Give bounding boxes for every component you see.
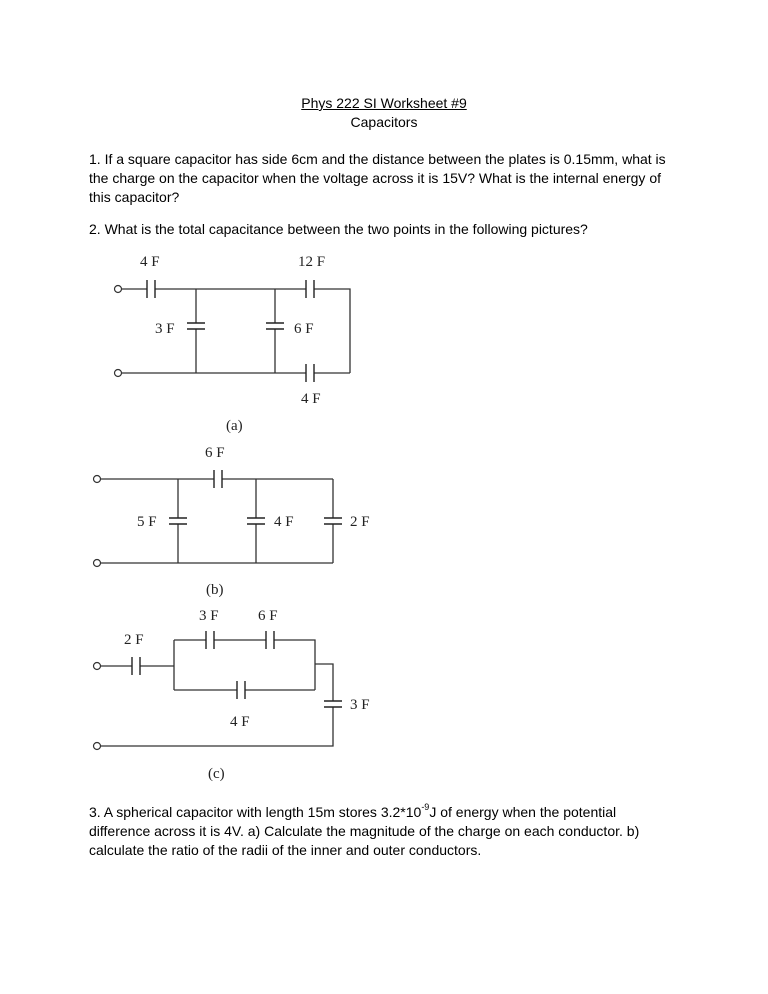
capacitor-3f: [187, 323, 205, 329]
label-2f: 2 F: [350, 514, 370, 530]
caption-a: (a): [226, 418, 243, 434]
question-3-exponent: -9: [421, 802, 430, 813]
circuit-c-terminal-bottom: [94, 743, 101, 750]
question-3-part-a: 3. A spherical capacitor with length 15m stores 3.2*10: [89, 804, 422, 820]
capacitor-6f: [266, 323, 284, 329]
capacitor-4f-top: [147, 280, 155, 298]
label-4f: 4 F: [230, 714, 250, 730]
question-3-part-b: J of energy when the potential difference across it is 4V. a) Calculate the magnitude of the charge on each conductor. b) calculate the ratio of the radii of the inner and outer conductors.: [89, 804, 640, 858]
label-4f-bottom: 4 F: [301, 391, 321, 407]
circuit-a-terminal-bottom: [115, 370, 122, 377]
circuit-a: [115, 254, 351, 434]
circuit-b: [94, 445, 370, 598]
question-1: 1. If a square capacitor has side 6cm and the distance between the plates is 0.15mm, what is the charge on the capacitor when the voltage across it is 15V? What is the internal energy of this capacitor?: [89, 151, 666, 205]
label-3f-upper: 3 F: [199, 608, 219, 624]
label-3f-right: 3 F: [350, 697, 370, 713]
worksheet-subtitle: Capacitors: [350, 114, 418, 130]
capacitor-4f: [247, 518, 265, 524]
capacitor-4f-bottom: [306, 364, 314, 382]
label-5f: 5 F: [137, 514, 157, 530]
label-12f: 12 F: [298, 254, 326, 270]
label-3f: 3 F: [155, 321, 175, 337]
capacitor-2f: [132, 657, 140, 675]
caption-b: (b): [206, 582, 224, 598]
capacitor-3f-right: [324, 701, 342, 707]
capacitor-6f-series: [214, 470, 222, 488]
circuit-c: [94, 608, 370, 782]
capacitor-12f: [306, 280, 314, 298]
caption-c: (c): [208, 766, 225, 782]
label-6f-series: 6 F: [205, 445, 225, 461]
circuit-c-terminal-top: [94, 663, 101, 670]
circuit-a-terminal-top: [115, 286, 122, 293]
capacitor-4f: [237, 681, 245, 699]
capacitor-5f: [169, 518, 187, 524]
circuit-b-terminal-bottom: [94, 560, 101, 567]
capacitor-2f: [324, 518, 342, 524]
label-6f: 6 F: [258, 608, 278, 624]
circuit-b-terminal-top: [94, 476, 101, 483]
label-6f: 6 F: [294, 321, 314, 337]
label-4f-top: 4 F: [140, 254, 160, 270]
worksheet-title: Phys 222 SI Worksheet #9: [301, 95, 467, 111]
capacitor-6f: [266, 631, 274, 649]
label-4f: 4 F: [274, 514, 294, 530]
label-2f: 2 F: [124, 632, 144, 648]
question-2: 2. What is the total capacitance between the two points in the following pictures?: [89, 221, 588, 237]
capacitor-3f-upper: [206, 631, 214, 649]
